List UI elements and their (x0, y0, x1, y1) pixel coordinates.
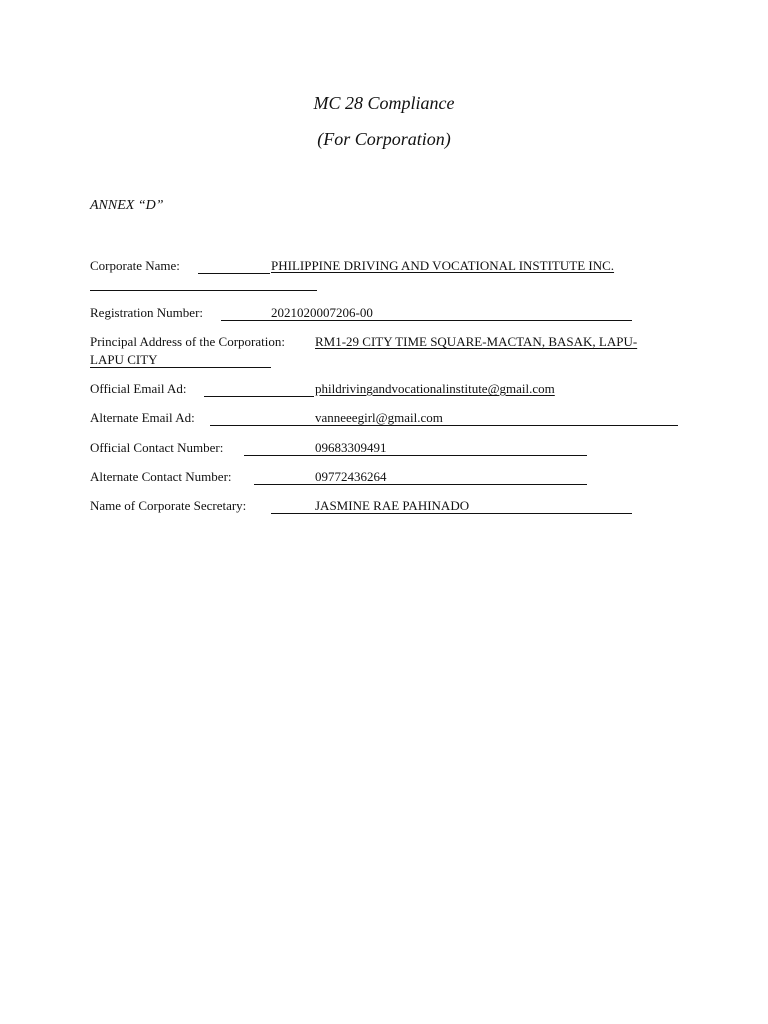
annex-heading: ANNEX “D” (90, 198, 164, 213)
principal-address-continuation-row (90, 352, 275, 370)
corporate-secretary-value: JASMINE RAE PAHINADO (315, 498, 470, 513)
corporate-name-continuation-row (90, 275, 320, 293)
blank-line (90, 275, 317, 291)
corporate-name-row (90, 258, 680, 276)
registration-number-label: Registration Number: (90, 305, 204, 320)
official-contact-value: 09683309491 (315, 440, 387, 455)
principal-address-row (90, 334, 680, 352)
official-email-row (90, 381, 680, 399)
corporate-name-label: Corporate Name: (90, 258, 180, 273)
alternate-email-value: vanneeegirl@gmail.com (315, 410, 443, 425)
document-subtitle: (For Corporation) (317, 129, 451, 149)
official-contact-label: Official Contact Number: (90, 440, 224, 455)
corporate-secretary-label: Name of Corporate Secretary: (90, 498, 247, 513)
official-email-value: phildrivingandvocationalinstitute@gmail.com (315, 381, 555, 396)
official-contact-row (90, 440, 590, 458)
principal-address-value-line2: LAPU CITY (90, 352, 158, 367)
alternate-contact-value: 09772436264 (315, 469, 387, 484)
official-email-label: Official Email Ad: (90, 381, 187, 396)
alternate-email-label: Alternate Email Ad: (90, 410, 195, 425)
document-title: MC 28 Compliance (313, 93, 455, 113)
alternate-email-row (90, 410, 680, 428)
alternate-contact-label: Alternate Contact Number: (90, 469, 232, 484)
blank-line (254, 469, 587, 485)
blank-line (244, 440, 587, 456)
corporate-secretary-row (90, 498, 635, 516)
registration-number-value: 2021020007206-00 (271, 305, 373, 320)
corporate-name-value: PHILIPPINE DRIVING AND VOCATIONAL INSTITUTE INC. (271, 258, 615, 273)
principal-address-value-line1: RM1-29 CITY TIME SQUARE-MACTAN, BASAK, LAPU- (315, 334, 638, 349)
principal-address-label: Principal Address of the Corporation: (90, 334, 285, 349)
blank-line (210, 410, 678, 426)
registration-number-row (90, 305, 635, 323)
blank-line (198, 258, 270, 274)
alternate-contact-row (90, 469, 590, 487)
blank-line (204, 381, 314, 397)
